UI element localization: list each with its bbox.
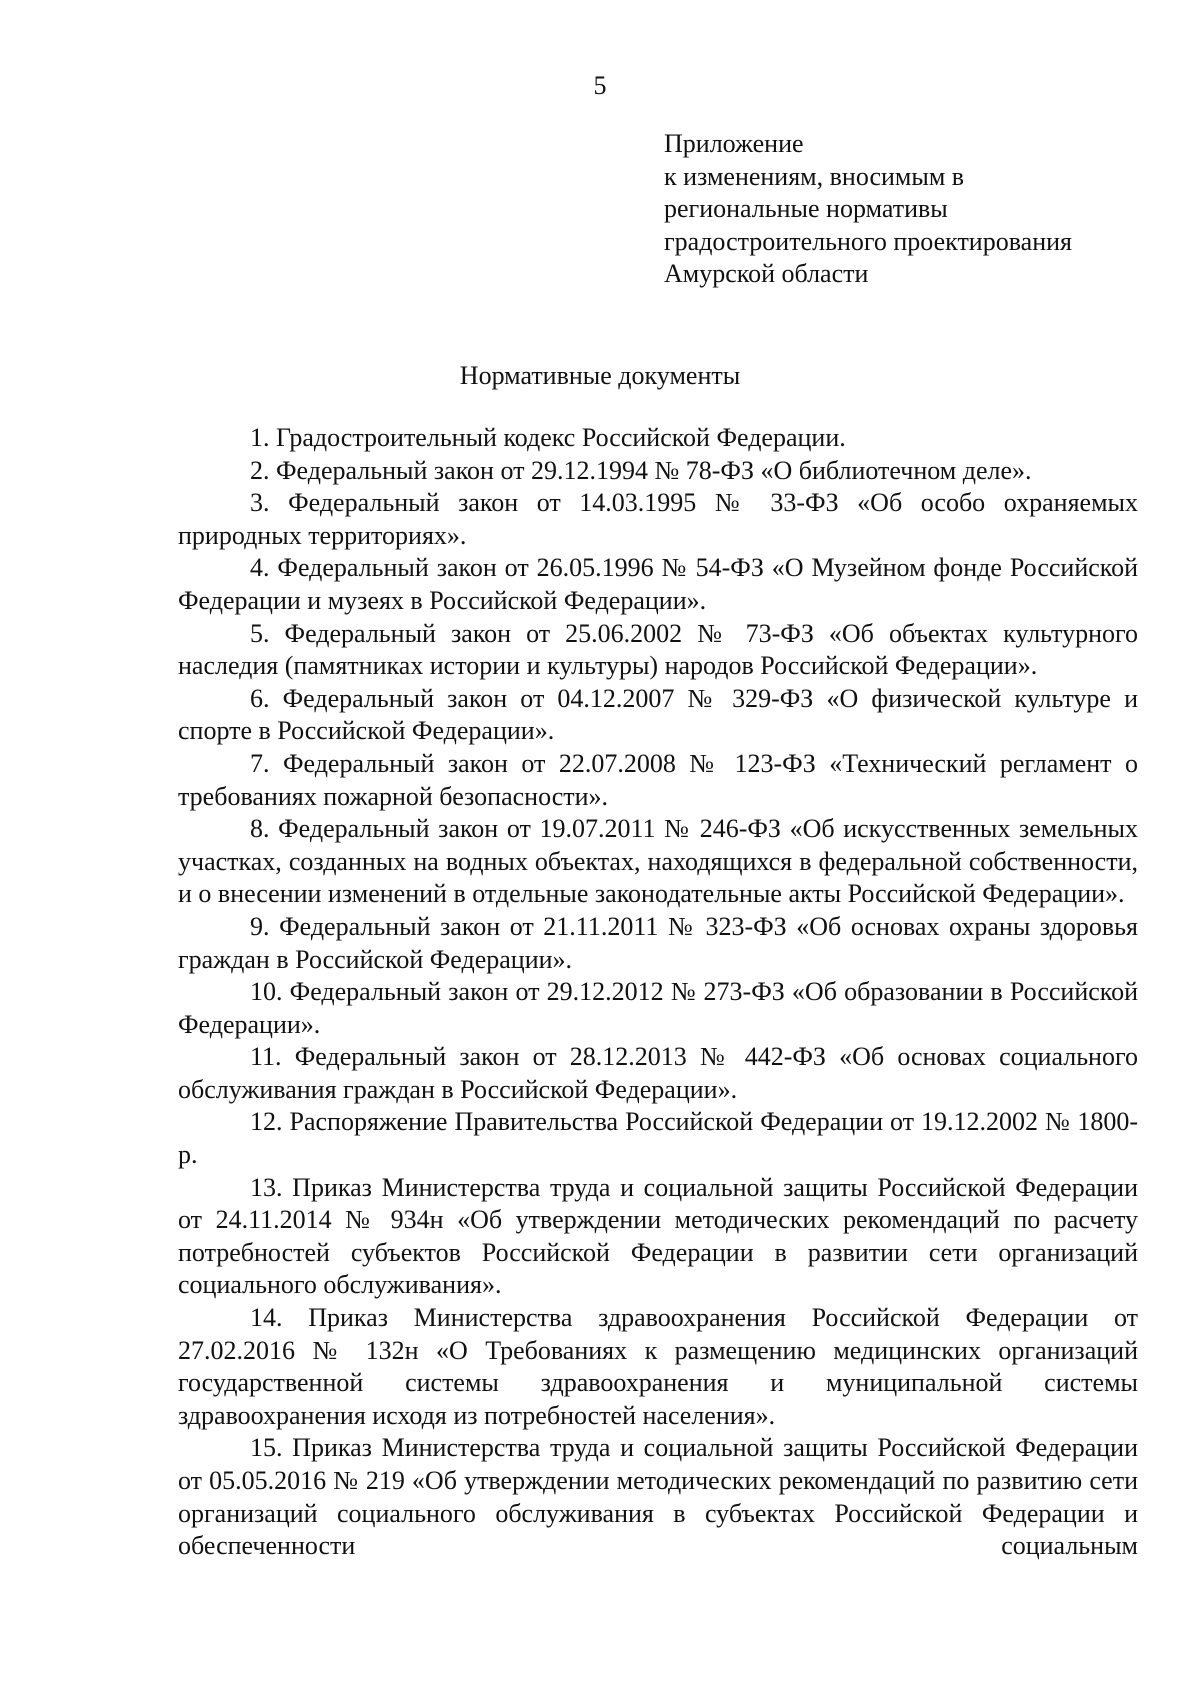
list-item: 9. Федеральный закон от 21.11.2011 № 323-ФЗ «Об основах охраны здоровья граждан в Российской Федерации».	[178, 911, 1138, 974]
appendix-line: Приложение	[664, 129, 804, 158]
list-item: 4. Федеральный закон от 26.05.1996 № 54-ФЗ «О Музейном фонде Российской Федерации и музеях в Российской Федерации».	[178, 553, 1138, 615]
list-item: 5. Федеральный закон от 25.06.2002 № 73-ФЗ «Об объектах культурного наследия (памятниках истории и культуры) народов Российской Федерации».	[178, 618, 1138, 681]
regulatory-documents-list	[178, 422, 1138, 1563]
list-item: 1. Градостроительный кодекс Российской Федерации.	[250, 423, 846, 452]
appendix-line: региональные нормативы	[664, 194, 948, 223]
list-item: 14. Приказ Министерства здравоохранения Российской Федерации от 27.02.2016 № 132н «О Требованиях к размещению медицинских организаций государственной системы здравоохранения и муниципальной системы здравоохранения исходя из потребностей населения».	[178, 1303, 1138, 1430]
list-item: 13. Приказ Министерства труда и социальной защиты Российской Федерации от 24.11.2014 № 934н «Об утверждении методических рекомендаций по расчету потребностей субъектов Российской Федерации в развитии сети организаций социального обслуживания».	[178, 1172, 1138, 1300]
list-item: 15. Приказ Министерства труда и социальной защиты Российской Федерации от 05.05.2016 № 219 «Об утверждении методических рекомендаций по развитию сети организаций социального обслуживания в субъектах Российской Федерации и обеспеченности социальным	[178, 1433, 1138, 1561]
appendix-line: Амурской области	[664, 259, 869, 288]
appendix-line: к изменениям, вносимым в	[664, 161, 965, 191]
list-item: 2. Федеральный закон от 29.12.1994 № 78-ФЗ «О библиотечном деле».	[250, 455, 1032, 485]
page-number: 5	[593, 71, 607, 100]
list-item: 3. Федеральный закон от 14.03.1995 № 33-ФЗ «Об особо охраняемых природных территориях».	[178, 488, 1138, 550]
list-item: 10. Федеральный закон от 29.12.2012 № 273-ФЗ «Об образовании в Российской Федерации».	[178, 977, 1138, 1039]
list-item: 11. Федеральный закон от 28.12.2013 № 442-ФЗ «Об основах социального обслуживания граждан в Российской Федерации».	[178, 1042, 1138, 1104]
document-title: Нормативные документы	[459, 361, 741, 390]
list-item: 7. Федеральный закон от 22.07.2008 № 123-ФЗ «Технический регламент о требованиях пожарной безопасности».	[178, 748, 1138, 811]
list-item: 12. Распоряжение Правительства Российской Федерации от 19.12.2002 № 1800-р.	[178, 1107, 1138, 1170]
appendix-line: градостроительного проектирования	[664, 226, 1072, 256]
list-item: 8. Федеральный закон от 19.07.2011 № 246-ФЗ «Об искусственных земельных участках, созданных на водных объектах, находящихся в федеральной собственности, и о внесении изменений в отдельные законодательные акты Российской Федерации».	[178, 814, 1138, 909]
list-item: 6. Федеральный закон от 04.12.2007 № 329-ФЗ «О физической культуре и спорте в Российской Федерации».	[178, 683, 1138, 746]
appendix-header	[664, 128, 1164, 291]
